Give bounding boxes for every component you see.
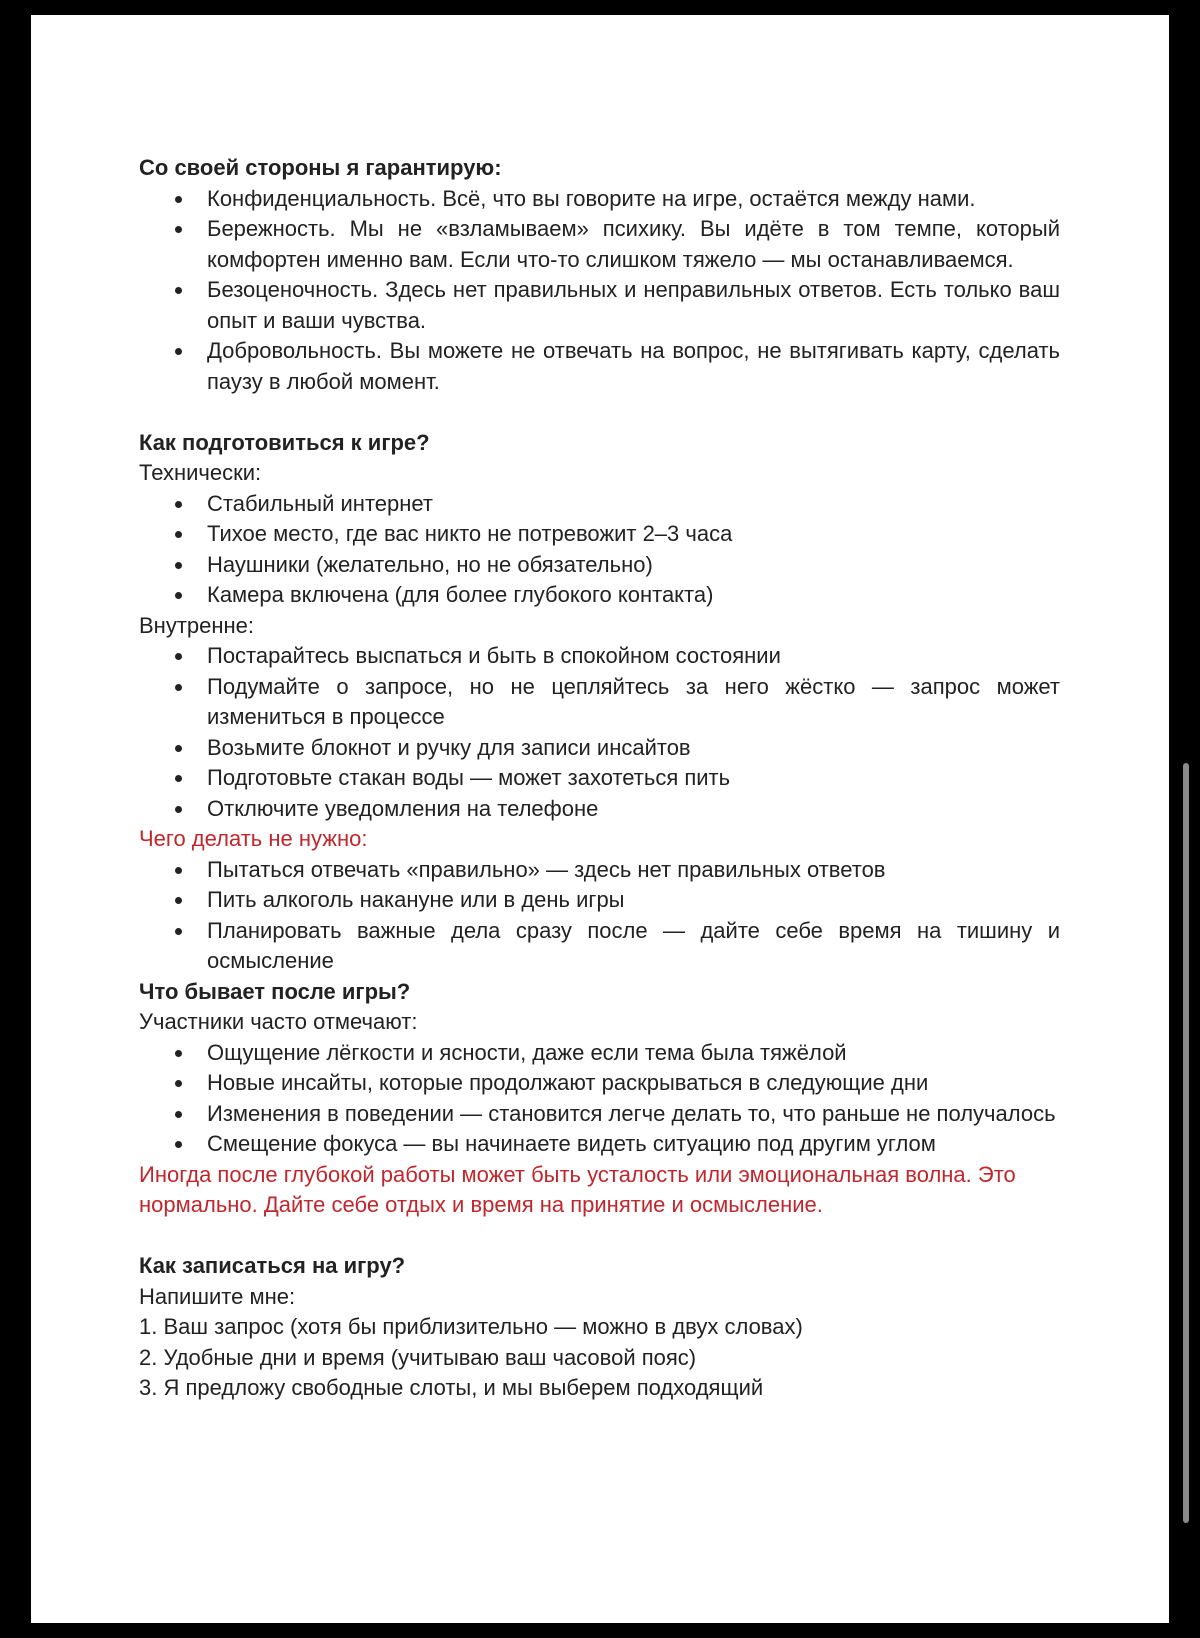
list-item: Наушники (желательно, но не обязательно)	[139, 550, 1060, 581]
bullet-icon	[175, 196, 182, 203]
list-item: Отключите уведомления на телефоне	[139, 794, 1060, 825]
list-item: 1. Ваш запрос (хотя бы приблизительно — можно в двух словах)	[139, 1314, 803, 1339]
bullet-icon	[175, 226, 182, 233]
prepare-heading: Как подготовиться к игре?	[139, 429, 430, 455]
internal-label: Внутренне:	[139, 612, 255, 638]
after-list	[139, 1038, 1060, 1160]
technical-list	[139, 489, 1060, 611]
bullet-icon	[175, 562, 182, 569]
list-item: Ощущение лёгкости и ясности, даже если тема была тяжёлой	[139, 1038, 1060, 1069]
spacer	[139, 1221, 1060, 1252]
list-item: Стабильный интернет	[139, 489, 1060, 520]
list-item: Конфиденциальность. Всё, что вы говорите на игре, остаётся между нами.	[139, 184, 1060, 215]
list-item: Новые инсайты, которые продолжают раскрываться в следующие дни	[139, 1068, 1060, 1099]
list-item: Подготовьте стакан воды — может захотеться пить	[139, 763, 1060, 794]
bullet-icon	[175, 928, 182, 935]
list-item: Тихое место, где вас никто не потревожит 2–3 часа	[139, 519, 1060, 550]
bullet-icon	[175, 348, 182, 355]
bullet-icon	[175, 867, 182, 874]
bullet-icon	[175, 684, 182, 691]
document-page	[31, 15, 1169, 1623]
list-item: Возьмите блокнот и ручку для записи инсайтов	[139, 733, 1060, 764]
after-note: Иногда после глубокой работы может быть усталость или эмоциональная волна. Это нормально. Дайте себе отдых и время на принятие и осмысление.	[139, 1161, 1016, 1217]
list-item: 2. Удобные дни и время (учитываю ваш часовой пояс)	[139, 1344, 697, 1370]
signup-steps	[139, 1312, 1060, 1404]
list-item: Смещение фокуса — вы начинаете видеть ситуацию под другим углом	[139, 1129, 1060, 1160]
internal-list	[139, 641, 1060, 824]
document-content	[139, 153, 1060, 1404]
bullet-icon	[175, 531, 182, 538]
bullet-icon	[175, 653, 182, 660]
bullet-icon	[175, 1141, 182, 1148]
after-heading: Что бывает после игры?	[139, 978, 411, 1004]
bullet-icon	[175, 592, 182, 599]
list-item: Безоценочность. Здесь нет правильных и неправильных ответов. Есть только ваш опыт и ваши чувства.	[139, 275, 1060, 336]
signup-intro: Напишите мне:	[139, 1283, 296, 1309]
list-item: Бережность. Мы не «взламываем» психику. Вы идёте в том темпе, который комфортен именно вам. Если что-то слишком тяжело — мы останавливаемся.	[139, 214, 1060, 275]
signup-heading: Как записаться на игру?	[139, 1253, 406, 1278]
list-item: Пытаться отвечать «правильно» — здесь нет правильных ответов	[139, 855, 1060, 886]
bullet-icon	[175, 1080, 182, 1087]
bullet-icon	[175, 287, 182, 294]
list-item: Постарайтесь выспаться и быть в спокойном состоянии	[139, 641, 1060, 672]
bullet-icon	[175, 1050, 182, 1057]
list-item: Камера включена (для более глубокого контакта)	[139, 580, 1060, 611]
list-item: Планировать важные дела сразу после — дайте себе время на тишину и осмысление	[139, 916, 1060, 977]
spacer	[139, 397, 1060, 428]
list-item: Пить алкоголь накануне или в день игры	[139, 885, 1060, 916]
bullet-icon	[175, 1111, 182, 1118]
bullet-icon	[175, 501, 182, 508]
guarantee-list	[139, 184, 1060, 398]
technical-label: Технически:	[139, 460, 262, 485]
list-item: Добровольность. Вы можете не отвечать на вопрос, не вытягивать карту, сделать паузу в любой момент.	[139, 336, 1060, 397]
dont-label: Чего делать не нужно:	[139, 826, 368, 851]
bullet-icon	[175, 897, 182, 904]
bullet-icon	[175, 806, 182, 813]
list-item: Подумайте о запросе, но не цепляйтесь за него жёстко — запрос может измениться в процессе	[139, 672, 1060, 733]
list-item: 3. Я предложу свободные слоты, и мы выберем подходящий	[139, 1375, 764, 1400]
scrollbar[interactable]	[1183, 763, 1189, 1523]
guarantee-heading: Со своей стороны я гарантирую:	[139, 155, 502, 180]
list-item: Изменения в поведении — становится легче делать то, что раньше не получалось	[139, 1099, 1060, 1130]
bullet-icon	[175, 775, 182, 782]
after-intro: Участники часто отмечают:	[139, 1009, 418, 1034]
dont-list	[139, 855, 1060, 977]
bullet-icon	[175, 745, 182, 752]
